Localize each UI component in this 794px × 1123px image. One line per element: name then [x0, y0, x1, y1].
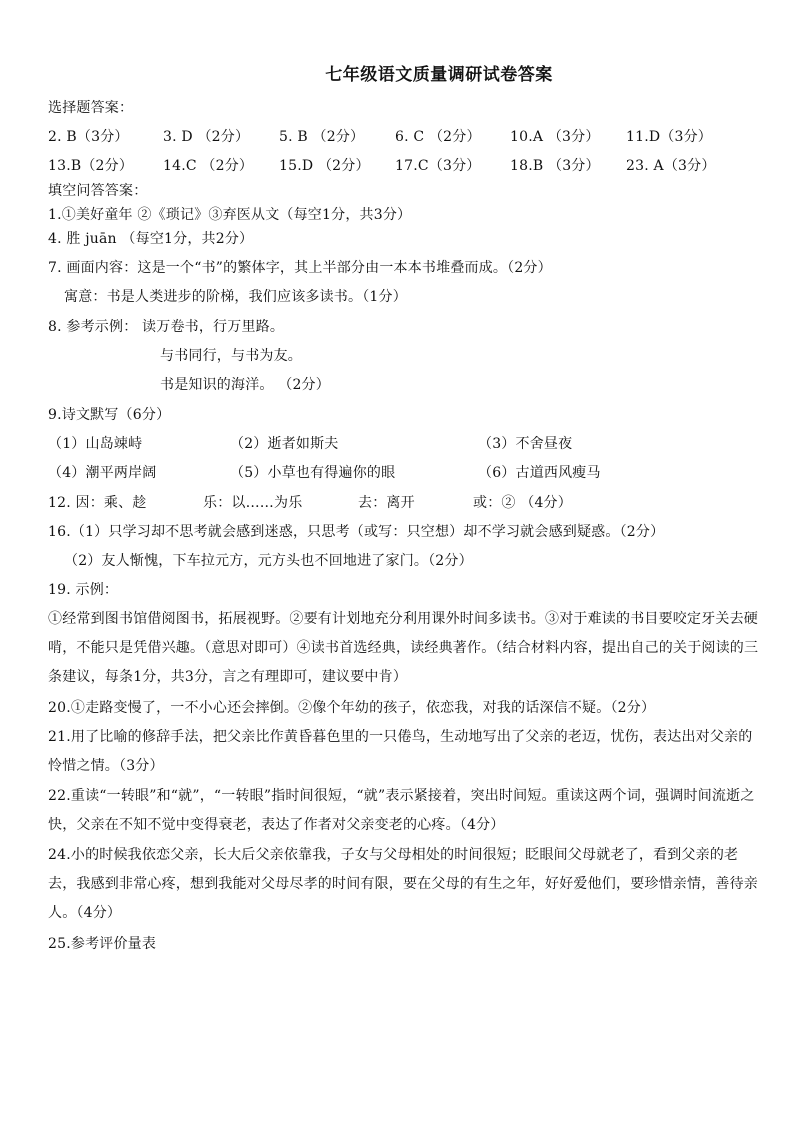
answer-q25: 25.参考评价量表 [48, 936, 157, 952]
choice-answer: 18.B （3分） [510, 158, 600, 174]
choice-answer: 5. B （2分） [279, 129, 365, 145]
answer-q12 [48, 493, 764, 513]
choice-answer: 15.D （2分） [279, 158, 370, 174]
answer-q19-heading: 19. 示例： [48, 582, 119, 598]
choice-answer: 13.B（2分） [48, 158, 134, 174]
answer-q22: 22.重读“一转眼”和“就”，“一转眼”指时间很短，“就”表示紧接着，突出时间短。重读这两个词，强调时间流逝之快，父亲在不知不觉中变得衰老，表达了作者对父亲变老的心疼。（4分） [48, 788, 755, 833]
choice-answer: 17.C（3分） [395, 158, 481, 174]
answer-q7-meaning: 寓意：书是人类进步的阶梯，我们应该多读书。（1分） [64, 289, 407, 305]
fill-heading: 填空问答答案： [48, 183, 148, 199]
word-meaning: 12. 因：乘、趁 [48, 495, 147, 511]
answer-q1: 1.①美好童年 ②《琐记》③弃医从文（每空1分，共3分） [48, 207, 412, 223]
answer-q20: 20.①走路变慢了，一不小心还会摔倒。②像个年幼的孩子，依恋我，对我的话深信不疑。（2分） [48, 700, 656, 716]
answer-q9-row-2 [48, 463, 764, 483]
choice-answer: 23. A（3分） [626, 158, 716, 174]
choice-answer: 10.A （3分） [510, 129, 600, 145]
answer-q9-row-1 [48, 434, 764, 454]
answer-q8-example-3: 书是知识的海洋。 （2分） [160, 377, 330, 393]
answer-q9-heading: 9.诗文默写（6分） [48, 407, 171, 423]
word-meaning: 乐：以……为乐 [203, 495, 303, 511]
poem-line: （2）逝者如斯夫 [230, 436, 339, 452]
choice-answer: 6. C （2分） [395, 129, 481, 145]
word-meaning: 去：离开 [358, 495, 415, 511]
answer-q8-example-1: 8. 参考示例： 读万卷书，行万里路。 [48, 319, 285, 335]
poem-line: （6）古道西风瘦马 [478, 465, 601, 481]
answer-q16-part-2: （2）友人惭愧，下车拉元方，元方头也不回地进了家门。（2分） [64, 553, 473, 569]
poem-line: （5）小草也有得遍你的眼 [230, 465, 396, 481]
answer-q24: 24.小的时候我依恋父亲，长大后父亲依靠我，子女与父母相处的时间很短；眨眼间父母就老了，看到父亲的老去，我感到非常心疼，想到我能对父母尽孝的时间有限，要在父母的有生之年，好好爱他们，要珍惜亲情，善待亲人。（4分） [48, 847, 758, 921]
answer-q21: 21.用了比喻的修辞手法，把父亲比作黄昏暮色里的一只倦鸟，生动地写出了父亲的老迈，忧伤，表达出对父亲的怜惜之情。（3分） [48, 729, 753, 774]
page-title: 七年级语文质量调研试卷答案 [325, 65, 553, 85]
word-meaning: 或：② （4分） [473, 495, 572, 511]
choice-answer: 14.C （2分） [163, 158, 254, 174]
choice-answer: 2. B（3分） [48, 129, 129, 145]
choice-heading: 选择题答案： [48, 100, 134, 116]
poem-line: （1）山岛竦峙 [48, 436, 143, 452]
choice-answer: 11.D（3分） [626, 129, 712, 145]
poem-line: （4）潮平两岸阔 [48, 465, 157, 481]
answer-q4: 4. 胜 juān （每空1分，共2分） [48, 231, 254, 247]
answer-q8-example-2: 与书同行，与书为友。 [160, 348, 302, 364]
answer-q16-part-1: 16.（1）只学习却不思考就会感到迷惑，只思考（或写：只空想）却不学习就会感到疑惑。（2分） [48, 524, 665, 540]
choice-row-2 [48, 156, 764, 176]
poem-line: （3）不舍昼夜 [478, 436, 573, 452]
answer-q19-body: ①经常到图书馆借阅图书，拓展视野。②要有计划地充分利用课外时间多读书。③对于难读的书目要咬定牙关去硬啃，不能只是凭借兴趣。（意思对即可）④读书首选经典，读经典著作。（结合材料内容，提出自己的关于阅读的三条建议，每条1分，共3分，言之有理即可，建议要中肯） [48, 611, 759, 685]
answer-q7-content: 7. 画面内容：这是一个“书”的繁体字，其上半部分由一本本书堆叠而成。（2分） [48, 260, 552, 276]
choice-row-1 [48, 127, 764, 147]
choice-answer: 3. D （2分） [163, 129, 250, 145]
